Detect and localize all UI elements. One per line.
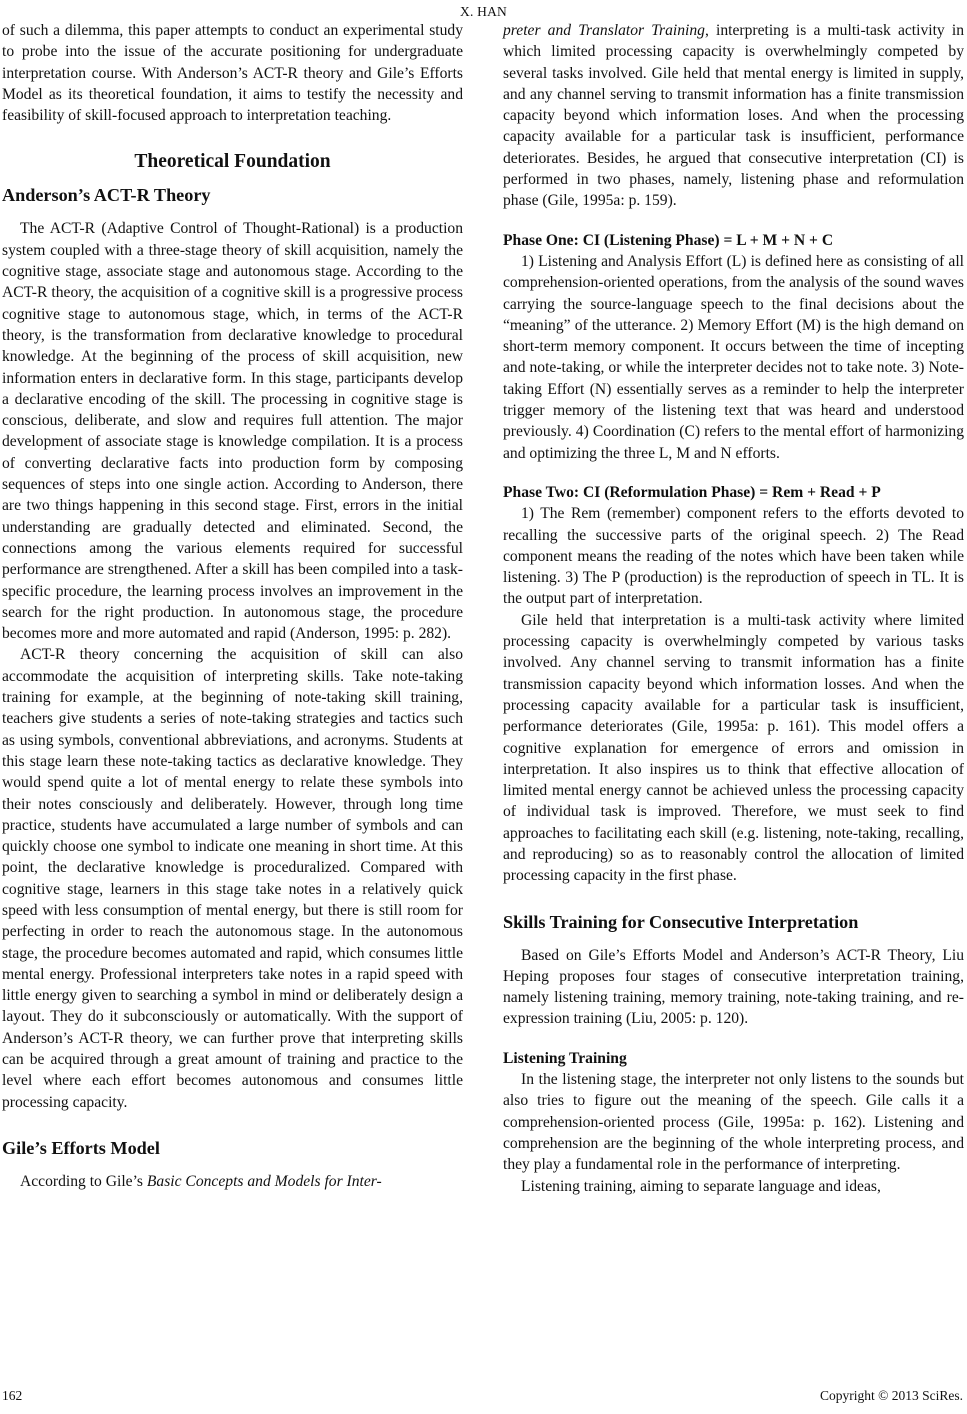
running-head: X. HAN <box>460 4 507 19</box>
subsection-gile-title: Gile’s Efforts Model <box>2 1137 160 1158</box>
listening-paragraph-2: Listening training, aiming to separate language and ideas, <box>521 1177 881 1195</box>
book-title-part2: preter and Translator Training <box>503 22 705 39</box>
phase-one-title: Phase One: CI (Listening Phase) = L + M + N + C <box>503 231 834 249</box>
page-number: 162 <box>2 1388 23 1403</box>
book-title-part1: Basic Concepts and Models for Inter- <box>146 1172 382 1190</box>
listening-training-title: Listening Training <box>503 1049 627 1067</box>
listening-paragraph-1: In the listening stage, the interpreter not only listens to the sounds but also tries to figure out the meaning of the speech. Gile calls it a comprehension-oriented process (Gile, 1995a: p. 162). Listening and comprehension are the beginning of the whole interpreting process, and they play a fundamental role in the performance of interpreting. <box>503 1071 964 1174</box>
gile-summary-paragraph: Gile held that interpretation is a multi-task activity where limited processing capacity is overwhelmingly competed by various tasks involved. Any channel serving to transmit information has a finite transmission capacity beyond which information losses. And when the processing capacity available for a particular task is insufficient, performance deteriorates (Gile, 1995a: p. 161). This model offers a cognitive explanation for emergence of errors and omission in interpretation. It also inspires us to think that effective allocation of limited mental energy cannot be achieved unless the processing capacity of individual task is improved. Therefore, we must seek to find approaches to facilitating each skill (e.g. listening, note-taking, recalling, and reproducing) so as to reasonably control the allocation of limited processing capacity in the first phase. <box>503 611 964 885</box>
subsection-actr-title: Anderson’s ACT-R Theory <box>2 185 211 206</box>
gile-paragraph-rest: , interpreting is a multi-task activity in which limited processing capacity is overwhelmingly competed by several tasks involved. Gile held that mental energy is limited in supply, and any channel serving to transmit information has a finite transmission capacity beyond which information loses. And when the processing capacity available for a particular task is insufficient, performance deteriorates. Besides, he argued that consecutive interpretation (CI) is performed in two phases, namely, listening phase and reformulation phase (Gile, 1995a: p. 159). <box>503 22 964 210</box>
left-column <box>2 20 463 1192</box>
actr-paragraph-1: The ACT-R (Adaptive Control of Thought-Rational) is a production system coupled with a three-stage theory of skill acquisition, namely the cognitive stage, associate stage and autonomous stage. According to the ACT-R theory, the acquisition of a cognitive skill is a progressive process cognitive stage to autonomous stage, which, in terms of the ACT-R theory, is the transformation from declarative knowledge to procedural knowledge. At the beginning of the process of skill acquisition, new information enters in declarative form. In this stage, participants develop a declarative encoding of the skill. The processing in cognitive stage is conscious, deliberate, and slow and requires full attention. The major development of associate stage is knowledge compilation. It is a process of converting declarative facts into production form by composing sequences of steps into one single action. According to Anderson, there are two things happening in this second stage. First, errors in the initial understanding are gradually detected and eliminated. Second, the connections among the various elements required for successful performance are strengthened. After a skill has been compiled into a task-specific procedure, the learning process involves an improvement in the search for the right production. In autonomous stage, the procedure becomes more and more automated and rapid (Anderson, 1995: p. 282). <box>2 220 463 643</box>
gile-paragraph-lead: According to Gile’s <box>20 1172 147 1190</box>
phase-two-paragraph: 1) The Rem (remember) component refers to the efforts devoted to recalling the successive parts of the original speech. 2) The Read component means the reading of the notes which have been taken while listening. 3) The P (production) is the reproduction of speech in TL. It is the output part of interpretation. <box>503 505 964 608</box>
gile-paragraph-start <box>2 1171 463 1192</box>
skills-paragraph: Based on Gile’s Efforts Model and Anderson’s ACT-R Theory, Liu Heping proposes four stages of consecutive interpretation training, namely listening training, memory training, note-taking training, and re-expression training (Liu, 2005: p. 120). <box>503 946 964 1028</box>
gile-paragraph-continued <box>503 20 964 212</box>
actr-paragraph-2: ACT-R theory concerning the acquisition of skill can also accommodate the acquisition of interpreting skills. Take note-taking training for example, at the beginning of note-taking skill training, teachers give students a series of note-taking strategies and tactics such as using symbols, conventional abbreviations, and acronyms. Students at this stage learn these note-taking tactics as declarative knowledge. They would spend quite a lot of mental energy to relate these symbols into their notes consciously and deliberately. However, through long time practice, students have accumulated a large number of symbols and can quickly choose one symbol to indicate one meaning in short time. At this point, the declarative knowledge is proceduralized. Compared with cognitive stage, learners in this stage take notes in a relatively quick speed with less consumption of mental energy, but there is still room for perfecting in order to reach the autonomous stage. In the autonomous stage, the procedure becomes automated and rapid, which consumes little mental energy. Professional interpreters take notes in a rapid speed with little energy given to searching a symbol in mind or deliberately design a layout. They do it subconsciously or automatically. With the support of Anderson’s ACT-R theory, we can further prove that interpreting skills can be acquired through a great amount of training and practice to the level where each effort becomes autonomous and consumes little processing capacity. <box>2 646 463 1111</box>
copyright-notice: Copyright © 2013 SciRes. <box>819 1388 963 1403</box>
phase-one-paragraph: 1) Listening and Analysis Effort (L) is defined here as consisting of all comprehension-oriented operations, from the analysis of the sound waves carrying the source-language speech to the final decisions about the “meaning” of the utterance. 2) Memory Effort (M) is the high demand on short-term memory component. It occurs between the time of incepting and note-taking, or while the interpreter decides not to take note. 3) Note-taking Effort (N) essentially serves as a reminder to help the interpreter trigger memory of the listening text that was heard and understood previously. 4) Coordination (C) refers to the mental effort of harmonizing and optimizing the three L, M and N efforts. <box>503 252 964 462</box>
phase-two-title: Phase Two: CI (Reformulation Phase) = Rem + Read + P <box>503 483 881 501</box>
right-column <box>503 20 964 1197</box>
section-title: Theoretical Foundation <box>134 151 331 173</box>
intro-paragraph: of such a dilemma, this paper attempts to conduct an experimental study to probe into the issue of the accurate positioning for undergraduate interpretation course. With Anderson’s ACT-R theory and Gile’s Efforts Model as its theoretical foundation, it aims to testify the necessity and feasibility of skill-focused approach to interpretation teaching. <box>2 22 463 125</box>
skills-training-title: Skills Training for Consecutive Interpretation <box>503 911 859 932</box>
